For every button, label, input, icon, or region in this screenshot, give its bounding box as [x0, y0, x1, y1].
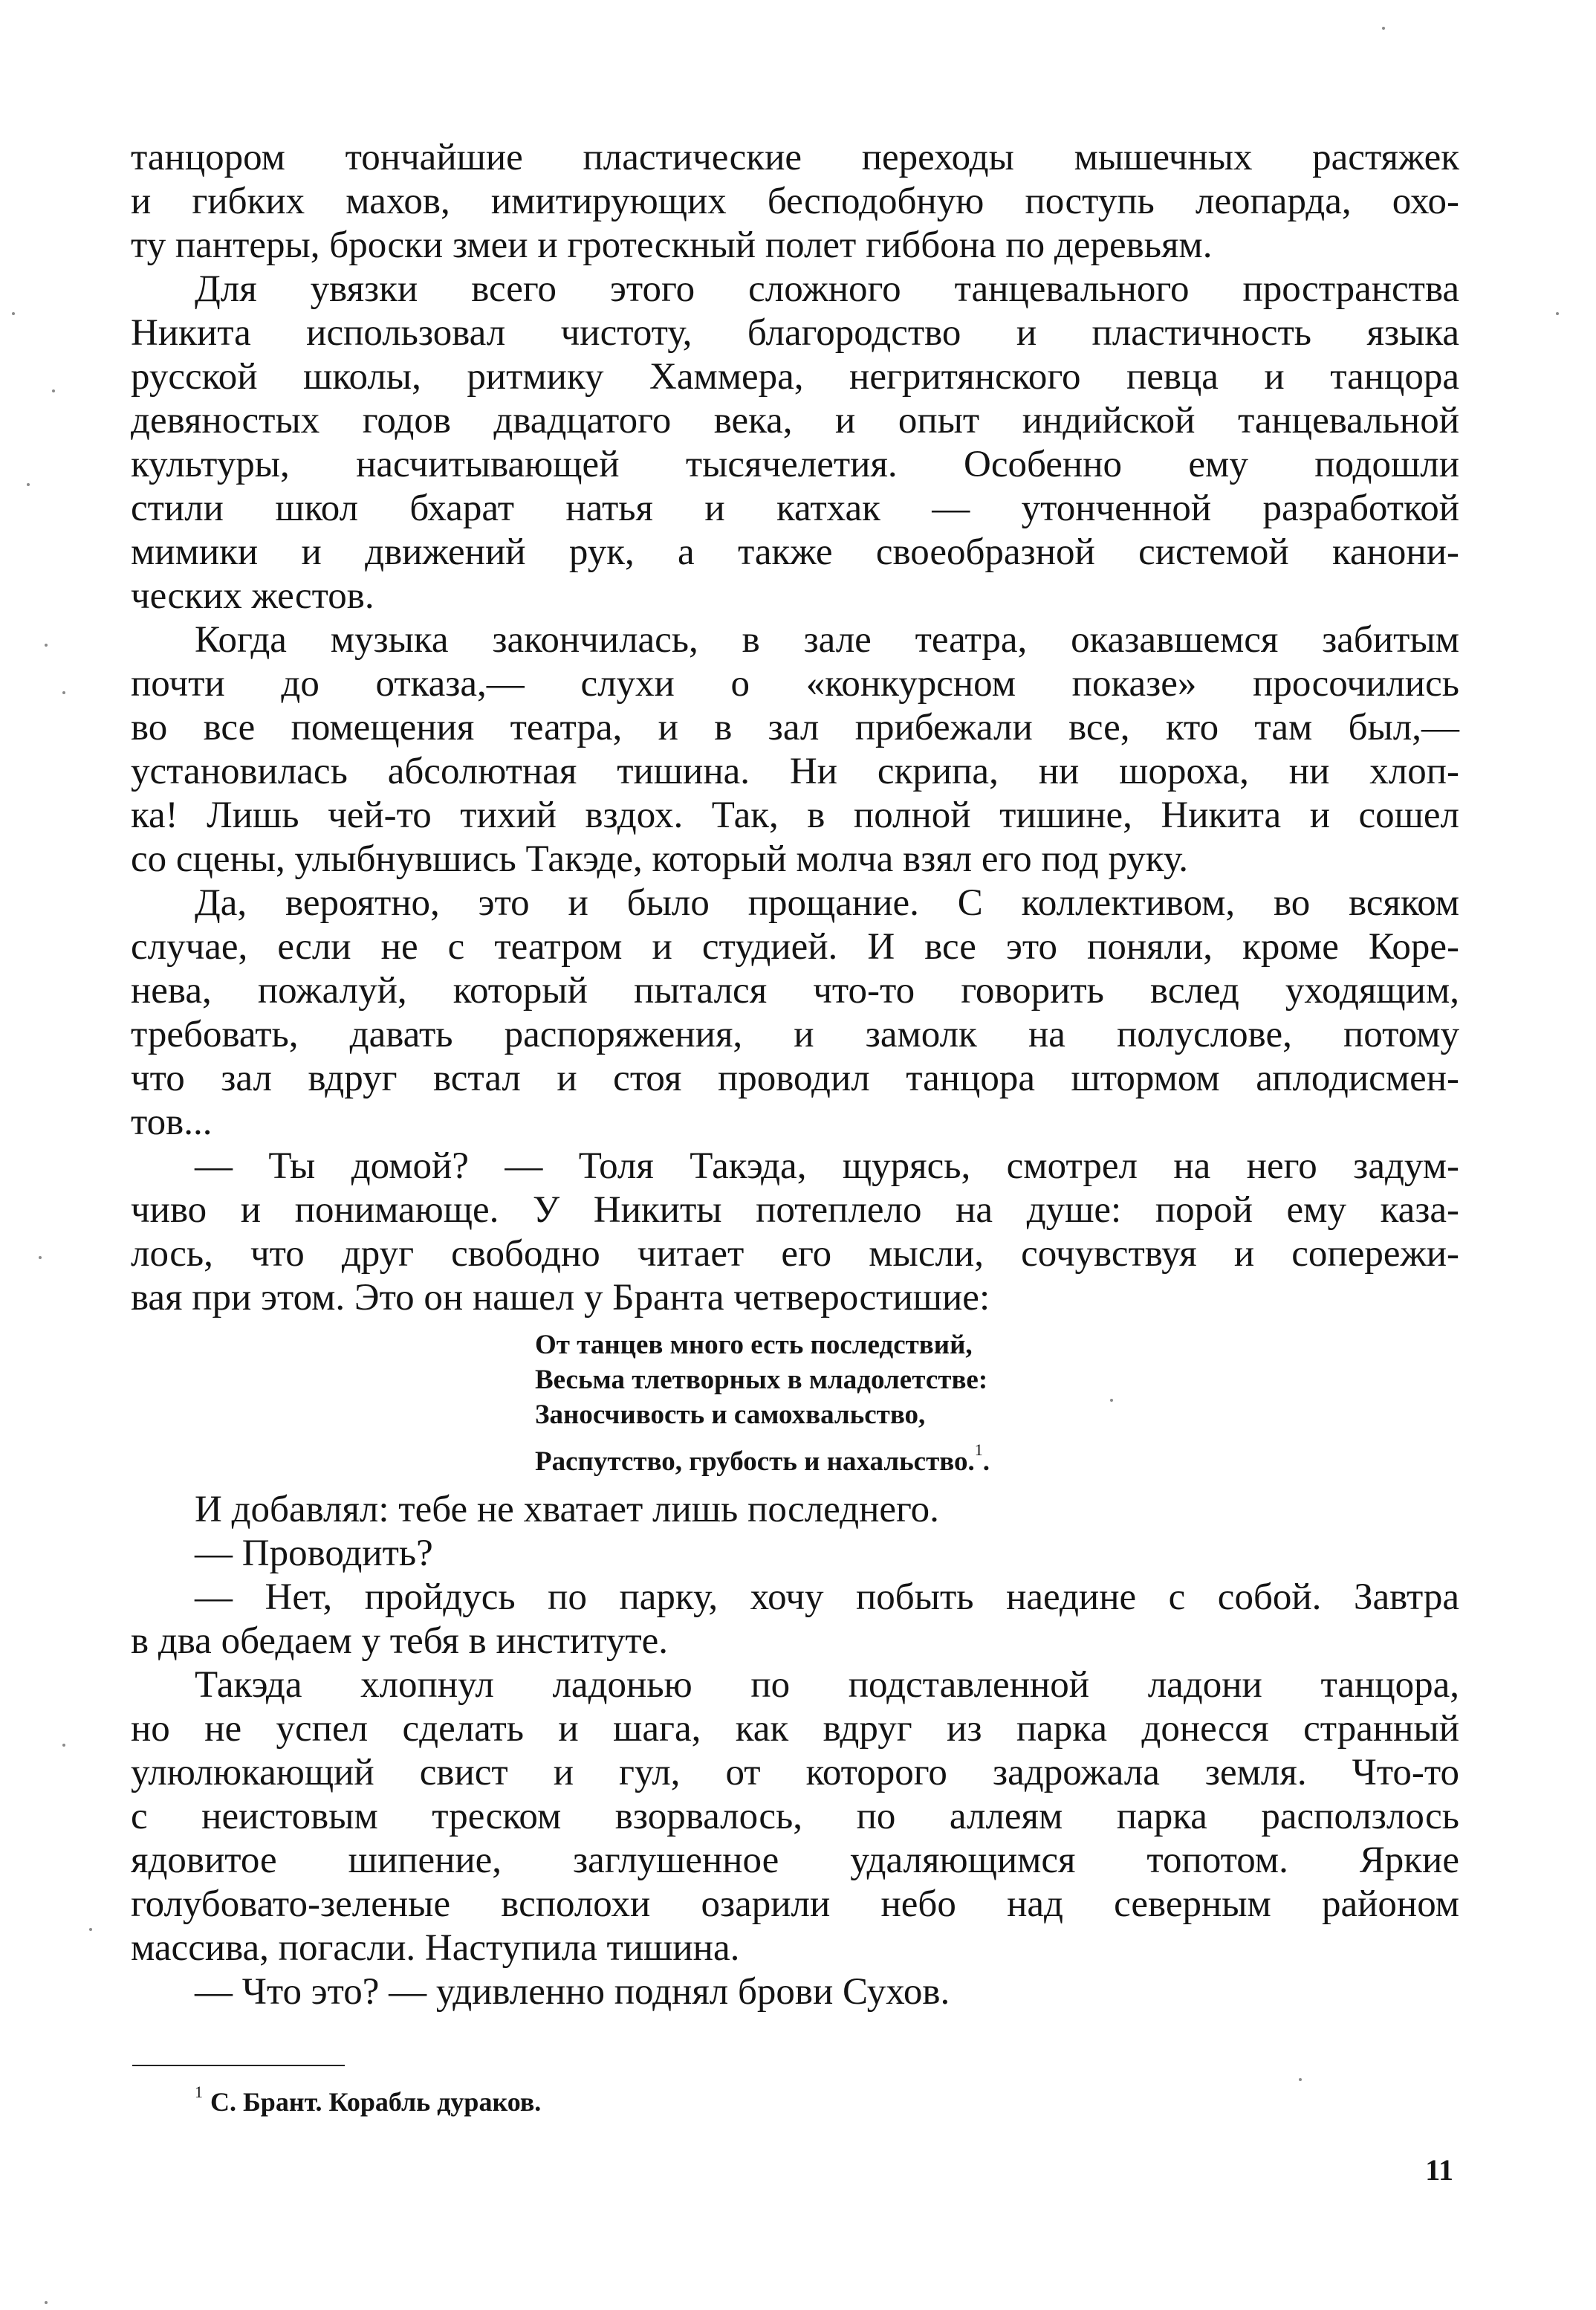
text-line: — Нет, пройдусь по парку, хочу побыть наедине с собой. Завтра [195, 1576, 1459, 1618]
text-line: ческих жестов. [131, 575, 374, 617]
scan-speck [1382, 27, 1385, 30]
text-line: ядовитое шипение, заглушенное удаляющимся топотом. Яркие [131, 1840, 1459, 1881]
text-line: случае, если не с театром и студией. И все это поняли, кроме Коре- [131, 926, 1459, 968]
main-text-block [131, 136, 1459, 1320]
text-line: голубовато-зеленые всполохи озарили небо над северным районом [131, 1883, 1459, 1925]
text-line: что зал вдруг встал и стоя проводил танцора штормом аплодисмен- [131, 1058, 1459, 1099]
text-line: почти до отказа,— слухи о «конкурсном показе» просочились [131, 663, 1459, 705]
scan-speck [1556, 312, 1559, 315]
poem-line-last [535, 1432, 990, 1479]
text-line: лось, что друг свободно читает его мысли, сочувствуя и сопережи- [131, 1233, 1459, 1275]
text-line: в два обедаем у тебя в институте. [131, 1620, 669, 1662]
text-line: Когда музыка закончилась, в зале театра, оказавшемся забитым [195, 619, 1459, 661]
footnote-text: С. Брант. Корабль дураков. [210, 2087, 542, 2117]
scan-speck [89, 1928, 92, 1931]
quoted-poem [535, 1327, 990, 1479]
text-line: но не успел сделать и шага, как вдруг из парка донесся странный [131, 1708, 1459, 1750]
scan-speck [52, 389, 55, 392]
scan-speck [1110, 1399, 1113, 1402]
text-line: ка! Лишь чей-то тихий вздох. Так, в полной тишине, Никита и сошел [131, 795, 1459, 836]
text-line: мимики и движений рук, а также своеобразной системой канони- [131, 531, 1459, 573]
text-line: вая при этом. Это он нашел у Бранта четверостишие: [131, 1277, 990, 1319]
poem-trailing-punctuation: . [982, 1446, 990, 1477]
scan-speck [12, 312, 15, 315]
text-line: чиво и понимающе. У Никиты потеплело на душе: порой ему каза- [131, 1189, 1459, 1231]
text-line: — Ты домой? — Толя Такэда, щурясь, смотрел на него задум- [195, 1145, 1459, 1187]
text-line: русской школы, ритмику Хаммера, негритянского певца и танцора [131, 356, 1459, 398]
scan-speck [1299, 2078, 1302, 2081]
scan-speck [62, 691, 65, 694]
text-line: Да, вероятно, это и было прощание. С коллективом, во всяком [195, 882, 1459, 924]
text-line: во все помещения театра, и в зал прибежали все, кто там был,— [131, 707, 1459, 748]
poem-line: От танцев много есть последствий, [535, 1330, 973, 1360]
poem-line-text: Распутство, грубость и нахальство. [535, 1446, 975, 1477]
text-line: установилась абсолютная тишина. Ни скрипа, ни шороха, ни хлоп- [131, 751, 1459, 792]
text-line: и гибких махов, имитирующих бесподобную поступь леопарда, охо- [131, 181, 1459, 222]
footnote-reference: 1 [974, 1440, 983, 1459]
footnote-mark: 1 [195, 2083, 203, 2101]
text-line: нева, пожалуй, который пытался что-то говорить вслед уходящим, [131, 970, 1459, 1012]
text-line: Никита использовал чистоту, благородство и пластичность языка [131, 312, 1459, 354]
text-line: — Проводить? [195, 1533, 433, 1574]
text-line: стили школ бхарат натья и катхак — утонченной разработкой [131, 488, 1459, 529]
poem-line: Весьма тлетворных в младолетстве: [535, 1365, 988, 1395]
scan-speck [27, 483, 30, 486]
continuation-text-block [131, 1488, 1459, 2014]
scan-speck [39, 1256, 42, 1259]
poem-line: Заносчивость и самохвальство, [535, 1400, 926, 1430]
scan-speck [45, 644, 48, 647]
page-number: 11 [1425, 2153, 1453, 2187]
text-line: танцором тончайшие пластические переходы мышечных растяжек [131, 137, 1459, 178]
text-line: массива, погасли. Наступила тишина. [131, 1927, 740, 1969]
text-line: тов... [131, 1101, 213, 1143]
text-line: требовать, давать распоряжения, и замолк на полуслове, потому [131, 1014, 1459, 1055]
scan-speck [62, 1744, 65, 1747]
footnote [195, 2083, 541, 2118]
text-line: Такэда хлопнул ладонью по подставленной ладони танцора, [195, 1664, 1459, 1706]
text-line: девяностых годов двадцатого века, и опыт индийской танцевальной [131, 400, 1459, 441]
text-line: культуры, насчитывающей тысячелетия. Особенно ему подошли [131, 444, 1459, 485]
text-line: с неистовым треском взорвалось, по аллеям парка расползлось [131, 1796, 1459, 1837]
scan-speck [45, 2301, 48, 2304]
text-line: со сцены, улыбнувшись Такэде, который молча взял его под руку. [131, 838, 1188, 880]
text-line: И добавлял: тебе не хватает лишь последнего. [195, 1489, 939, 1530]
text-line: — Что это? — удивленно поднял брови Сухов. [195, 1971, 950, 2013]
text-line: Для увязки всего этого сложного танцевального пространства [195, 268, 1459, 310]
footnote-separator [132, 2065, 345, 2066]
text-line: улюлюкающий свист и гул, от которого задрожала земля. Что-то [131, 1752, 1459, 1793]
text-line: ту пантеры, броски змеи и гротескный полет гиббона по деревьям. [131, 224, 1213, 266]
